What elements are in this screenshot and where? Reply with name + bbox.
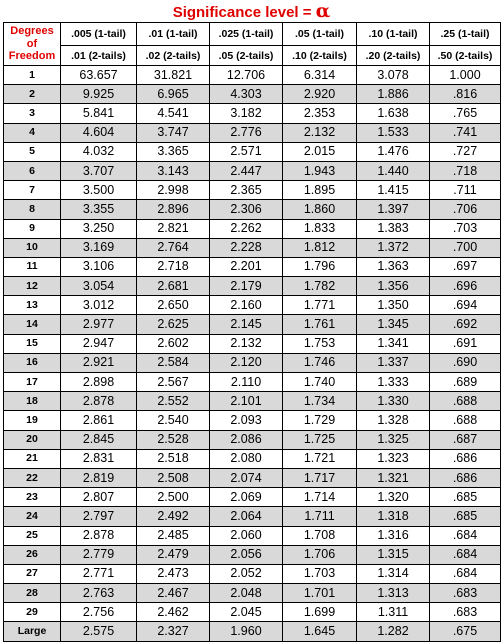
critical-value-cell: .816 bbox=[430, 85, 501, 104]
critical-value-cell: 2.074 bbox=[210, 468, 283, 487]
critical-value-cell: 2.485 bbox=[137, 526, 210, 545]
critical-value-cell: 2.306 bbox=[210, 200, 283, 219]
critical-value-cell: 1.330 bbox=[357, 392, 430, 411]
table-row bbox=[4, 277, 501, 296]
critical-value-cell: .685 bbox=[430, 488, 501, 507]
critical-value-cell: 2.467 bbox=[137, 584, 210, 603]
critical-value-cell: 1.337 bbox=[357, 353, 430, 372]
degrees-of-freedom-cell: 3 bbox=[4, 104, 61, 123]
one-tail-header: .10 (1-tail) bbox=[357, 23, 430, 46]
critical-value-cell: 1.314 bbox=[357, 564, 430, 583]
critical-value-cell: 2.845 bbox=[61, 430, 137, 449]
critical-value-cell: .687 bbox=[430, 430, 501, 449]
critical-value-cell: 2.160 bbox=[210, 296, 283, 315]
critical-value-cell: 1.313 bbox=[357, 584, 430, 603]
critical-value-cell: 1.356 bbox=[357, 277, 430, 296]
table-body bbox=[4, 66, 501, 642]
critical-value-cell: .690 bbox=[430, 353, 501, 372]
critical-value-cell: 2.101 bbox=[210, 392, 283, 411]
critical-value-cell: 1.706 bbox=[283, 545, 357, 564]
critical-value-cell: .697 bbox=[430, 257, 501, 276]
critical-value-cell: 2.819 bbox=[61, 468, 137, 487]
critical-value-cell: .684 bbox=[430, 526, 501, 545]
critical-value-cell: 3.500 bbox=[61, 181, 137, 200]
df-label-line2: of bbox=[26, 37, 38, 50]
degrees-of-freedom-cell: 9 bbox=[4, 219, 61, 238]
alpha-symbol: α bbox=[315, 0, 331, 22]
critical-value-cell: 1.325 bbox=[357, 430, 430, 449]
critical-value-cell: 2.179 bbox=[210, 277, 283, 296]
degrees-of-freedom-cell: 29 bbox=[4, 603, 61, 622]
critical-value-cell: 2.602 bbox=[137, 334, 210, 353]
critical-value-cell: 1.721 bbox=[283, 449, 357, 468]
critical-value-cell: 1.533 bbox=[357, 123, 430, 142]
critical-value-cell: 2.145 bbox=[210, 315, 283, 334]
critical-value-cell: 2.110 bbox=[210, 373, 283, 392]
critical-value-cell: .718 bbox=[430, 161, 501, 180]
critical-value-cell: 2.056 bbox=[210, 545, 283, 564]
degrees-of-freedom-cell: 25 bbox=[4, 526, 61, 545]
critical-value-cell: 1.440 bbox=[357, 161, 430, 180]
critical-value-cell: 2.920 bbox=[283, 85, 357, 104]
degrees-of-freedom-cell: 8 bbox=[4, 200, 61, 219]
critical-value-cell: .683 bbox=[430, 584, 501, 603]
degrees-of-freedom-cell: 1 bbox=[4, 66, 61, 85]
critical-value-cell: 2.921 bbox=[61, 353, 137, 372]
critical-value-cell: 2.567 bbox=[137, 373, 210, 392]
critical-value-cell: 2.500 bbox=[137, 488, 210, 507]
critical-value-cell: 1.318 bbox=[357, 507, 430, 526]
degrees-of-freedom-cell: 19 bbox=[4, 411, 61, 430]
critical-value-cell: 2.528 bbox=[137, 430, 210, 449]
critical-value-cell: 6.314 bbox=[283, 66, 357, 85]
critical-value-cell: 1.833 bbox=[283, 219, 357, 238]
table-row bbox=[4, 104, 501, 123]
critical-value-cell: .689 bbox=[430, 373, 501, 392]
critical-value-cell: 1.860 bbox=[283, 200, 357, 219]
degrees-of-freedom-cell: 26 bbox=[4, 545, 61, 564]
table-row bbox=[4, 85, 501, 104]
critical-value-cell: 1.711 bbox=[283, 507, 357, 526]
critical-value-cell: 2.479 bbox=[137, 545, 210, 564]
critical-value-cell: 2.052 bbox=[210, 564, 283, 583]
critical-value-cell: 5.841 bbox=[61, 104, 137, 123]
critical-value-cell: 2.681 bbox=[137, 277, 210, 296]
two-tails-header: .02 (2-tails) bbox=[137, 46, 210, 66]
table-row bbox=[4, 238, 501, 257]
critical-value-cell: 1.701 bbox=[283, 584, 357, 603]
t-distribution-table bbox=[3, 22, 501, 642]
critical-value-cell: 1.323 bbox=[357, 449, 430, 468]
degrees-of-freedom-cell: 28 bbox=[4, 584, 61, 603]
critical-value-cell: 2.771 bbox=[61, 564, 137, 583]
critical-value-cell: 1.638 bbox=[357, 104, 430, 123]
critical-value-cell: 2.473 bbox=[137, 564, 210, 583]
critical-value-cell: 1.753 bbox=[283, 334, 357, 353]
critical-value-cell: .685 bbox=[430, 507, 501, 526]
degrees-of-freedom-cell: 12 bbox=[4, 277, 61, 296]
degrees-of-freedom-cell: 13 bbox=[4, 296, 61, 315]
critical-value-cell: 2.508 bbox=[137, 468, 210, 487]
critical-value-cell: .688 bbox=[430, 411, 501, 430]
critical-value-cell: 3.355 bbox=[61, 200, 137, 219]
critical-value-cell: 2.201 bbox=[210, 257, 283, 276]
critical-value-cell: 3.707 bbox=[61, 161, 137, 180]
critical-value-cell: 4.541 bbox=[137, 104, 210, 123]
critical-value-cell: 2.898 bbox=[61, 373, 137, 392]
critical-value-cell: 2.353 bbox=[283, 104, 357, 123]
critical-value-cell: .700 bbox=[430, 238, 501, 257]
critical-value-cell: 1.372 bbox=[357, 238, 430, 257]
critical-value-cell: 2.518 bbox=[137, 449, 210, 468]
critical-value-cell: 2.763 bbox=[61, 584, 137, 603]
table-row bbox=[4, 315, 501, 334]
table-row bbox=[4, 564, 501, 583]
critical-value-cell: 1.812 bbox=[283, 238, 357, 257]
degrees-of-freedom-cell: 5 bbox=[4, 142, 61, 161]
table-row bbox=[4, 488, 501, 507]
degrees-of-freedom-cell: 23 bbox=[4, 488, 61, 507]
critical-value-cell: 1.699 bbox=[283, 603, 357, 622]
table-row bbox=[4, 584, 501, 603]
degrees-of-freedom-cell: 18 bbox=[4, 392, 61, 411]
two-tails-header: .01 (2-tails) bbox=[61, 46, 137, 66]
one-tail-header: .005 (1-tail) bbox=[61, 23, 137, 46]
two-tails-header: .10 (2-tails) bbox=[283, 46, 357, 66]
header-row-two-tails bbox=[4, 46, 501, 66]
critical-value-cell: 2.060 bbox=[210, 526, 283, 545]
table-row bbox=[4, 66, 501, 85]
critical-value-cell: 3.250 bbox=[61, 219, 137, 238]
table-row bbox=[4, 200, 501, 219]
critical-value-cell: 2.064 bbox=[210, 507, 283, 526]
critical-value-cell: 2.807 bbox=[61, 488, 137, 507]
critical-value-cell: 2.365 bbox=[210, 181, 283, 200]
critical-value-cell: 1.320 bbox=[357, 488, 430, 507]
critical-value-cell: 1.315 bbox=[357, 545, 430, 564]
critical-value-cell: 3.143 bbox=[137, 161, 210, 180]
table-row bbox=[4, 507, 501, 526]
title-text: Significance level = bbox=[172, 4, 316, 21]
critical-value-cell: 2.048 bbox=[210, 584, 283, 603]
critical-value-cell: 1.740 bbox=[283, 373, 357, 392]
df-label-line3: Freedom bbox=[8, 50, 56, 63]
critical-value-cell: 1.895 bbox=[283, 181, 357, 200]
critical-value-cell: 3.365 bbox=[137, 142, 210, 161]
critical-value-cell: 2.831 bbox=[61, 449, 137, 468]
critical-value-cell: .727 bbox=[430, 142, 501, 161]
critical-value-cell: 1.886 bbox=[357, 85, 430, 104]
table-row bbox=[4, 257, 501, 276]
two-tails-header: .20 (2-tails) bbox=[357, 46, 430, 66]
degrees-of-freedom-cell: 2 bbox=[4, 85, 61, 104]
critical-value-cell: 2.086 bbox=[210, 430, 283, 449]
critical-value-cell: .703 bbox=[430, 219, 501, 238]
critical-value-cell: 2.132 bbox=[210, 334, 283, 353]
critical-value-cell: 2.540 bbox=[137, 411, 210, 430]
one-tail-header: .01 (1-tail) bbox=[137, 23, 210, 46]
table-row bbox=[4, 603, 501, 622]
critical-value-cell: 2.650 bbox=[137, 296, 210, 315]
critical-value-cell: 1.311 bbox=[357, 603, 430, 622]
critical-value-cell: 4.303 bbox=[210, 85, 283, 104]
critical-value-cell: 1.383 bbox=[357, 219, 430, 238]
degrees-of-freedom-cell: Large bbox=[4, 622, 61, 641]
critical-value-cell: 3.054 bbox=[61, 277, 137, 296]
critical-value-cell: 9.925 bbox=[61, 85, 137, 104]
table-row bbox=[4, 526, 501, 545]
critical-value-cell: 2.262 bbox=[210, 219, 283, 238]
critical-value-cell: 1.703 bbox=[283, 564, 357, 583]
one-tail-header: .025 (1-tail) bbox=[210, 23, 283, 46]
critical-value-cell: 1.000 bbox=[430, 66, 501, 85]
table-row bbox=[4, 353, 501, 372]
critical-value-cell: .741 bbox=[430, 123, 501, 142]
degrees-of-freedom-cell: 10 bbox=[4, 238, 61, 257]
critical-value-cell: 1.796 bbox=[283, 257, 357, 276]
critical-value-cell: .686 bbox=[430, 468, 501, 487]
critical-value-cell: 3.169 bbox=[61, 238, 137, 257]
critical-value-cell: .684 bbox=[430, 564, 501, 583]
degrees-of-freedom-cell: 15 bbox=[4, 334, 61, 353]
critical-value-cell: 63.657 bbox=[61, 66, 137, 85]
critical-value-cell: .686 bbox=[430, 449, 501, 468]
critical-value-cell: 1.729 bbox=[283, 411, 357, 430]
critical-value-cell: 2.625 bbox=[137, 315, 210, 334]
critical-value-cell: .683 bbox=[430, 603, 501, 622]
critical-value-cell: 1.282 bbox=[357, 622, 430, 641]
critical-value-cell: .675 bbox=[430, 622, 501, 641]
critical-value-cell: 1.345 bbox=[357, 315, 430, 334]
critical-value-cell: 3.012 bbox=[61, 296, 137, 315]
critical-value-cell: 2.575 bbox=[61, 622, 137, 641]
critical-value-cell: .692 bbox=[430, 315, 501, 334]
critical-value-cell: 2.447 bbox=[210, 161, 283, 180]
one-tail-header: .05 (1-tail) bbox=[283, 23, 357, 46]
table-row bbox=[4, 545, 501, 564]
critical-value-cell: 3.182 bbox=[210, 104, 283, 123]
critical-value-cell: .694 bbox=[430, 296, 501, 315]
critical-value-cell: 1.960 bbox=[210, 622, 283, 641]
critical-value-cell: 2.756 bbox=[61, 603, 137, 622]
critical-value-cell: 1.316 bbox=[357, 526, 430, 545]
critical-value-cell: 1.341 bbox=[357, 334, 430, 353]
degrees-of-freedom-header bbox=[4, 23, 61, 66]
critical-value-cell: .706 bbox=[430, 200, 501, 219]
critical-value-cell: 2.797 bbox=[61, 507, 137, 526]
degrees-of-freedom-cell: 21 bbox=[4, 449, 61, 468]
critical-value-cell: 1.771 bbox=[283, 296, 357, 315]
critical-value-cell: .765 bbox=[430, 104, 501, 123]
table-row bbox=[4, 392, 501, 411]
critical-value-cell: 31.821 bbox=[137, 66, 210, 85]
table-row bbox=[4, 181, 501, 200]
critical-value-cell: 1.734 bbox=[283, 392, 357, 411]
critical-value-cell: 2.718 bbox=[137, 257, 210, 276]
critical-value-cell: 1.708 bbox=[283, 526, 357, 545]
header-row-one-tail bbox=[4, 23, 501, 46]
degrees-of-freedom-cell: 24 bbox=[4, 507, 61, 526]
critical-value-cell: 4.604 bbox=[61, 123, 137, 142]
critical-value-cell: 1.645 bbox=[283, 622, 357, 641]
critical-value-cell: 2.228 bbox=[210, 238, 283, 257]
degrees-of-freedom-cell: 14 bbox=[4, 315, 61, 334]
table-row bbox=[4, 219, 501, 238]
critical-value-cell: 1.782 bbox=[283, 277, 357, 296]
critical-value-cell: 2.821 bbox=[137, 219, 210, 238]
critical-value-cell: .696 bbox=[430, 277, 501, 296]
critical-value-cell: 2.947 bbox=[61, 334, 137, 353]
table-row bbox=[4, 430, 501, 449]
critical-value-cell: 2.776 bbox=[210, 123, 283, 142]
table-row bbox=[4, 411, 501, 430]
critical-value-cell: 2.998 bbox=[137, 181, 210, 200]
critical-value-cell: 2.571 bbox=[210, 142, 283, 161]
critical-value-cell: 1.725 bbox=[283, 430, 357, 449]
critical-value-cell: 1.397 bbox=[357, 200, 430, 219]
critical-value-cell: 2.093 bbox=[210, 411, 283, 430]
degrees-of-freedom-cell: 16 bbox=[4, 353, 61, 372]
critical-value-cell: 2.552 bbox=[137, 392, 210, 411]
critical-value-cell: 2.069 bbox=[210, 488, 283, 507]
critical-value-cell: 12.706 bbox=[210, 66, 283, 85]
degrees-of-freedom-cell: 11 bbox=[4, 257, 61, 276]
critical-value-cell: 2.015 bbox=[283, 142, 357, 161]
critical-value-cell: 1.746 bbox=[283, 353, 357, 372]
degrees-of-freedom-cell: 20 bbox=[4, 430, 61, 449]
critical-value-cell: 1.328 bbox=[357, 411, 430, 430]
critical-value-cell: .688 bbox=[430, 392, 501, 411]
table-row bbox=[4, 161, 501, 180]
critical-value-cell: 2.764 bbox=[137, 238, 210, 257]
table-row bbox=[4, 296, 501, 315]
two-tails-header: .05 (2-tails) bbox=[210, 46, 283, 66]
table-row bbox=[4, 123, 501, 142]
critical-value-cell: 2.878 bbox=[61, 392, 137, 411]
critical-value-cell: 1.415 bbox=[357, 181, 430, 200]
df-label-line1: Degrees bbox=[10, 25, 54, 38]
critical-value-cell: 1.761 bbox=[283, 315, 357, 334]
degrees-of-freedom-cell: 27 bbox=[4, 564, 61, 583]
critical-value-cell: .711 bbox=[430, 181, 501, 200]
critical-value-cell: 1.350 bbox=[357, 296, 430, 315]
table-row bbox=[4, 334, 501, 353]
degrees-of-freedom-cell: 7 bbox=[4, 181, 61, 200]
table-row bbox=[4, 373, 501, 392]
critical-value-cell: 2.327 bbox=[137, 622, 210, 641]
critical-value-cell: 2.977 bbox=[61, 315, 137, 334]
table-row bbox=[4, 468, 501, 487]
table-row bbox=[4, 142, 501, 161]
degrees-of-freedom-cell: 17 bbox=[4, 373, 61, 392]
critical-value-cell: 2.861 bbox=[61, 411, 137, 430]
critical-value-cell: 2.896 bbox=[137, 200, 210, 219]
critical-value-cell: 2.132 bbox=[283, 123, 357, 142]
critical-value-cell: 2.584 bbox=[137, 353, 210, 372]
degrees-of-freedom-cell: 22 bbox=[4, 468, 61, 487]
critical-value-cell: 1.717 bbox=[283, 468, 357, 487]
table-row bbox=[4, 622, 501, 641]
critical-value-cell: 1.363 bbox=[357, 257, 430, 276]
critical-value-cell: 3.747 bbox=[137, 123, 210, 142]
critical-value-cell: 6.965 bbox=[137, 85, 210, 104]
critical-value-cell: .684 bbox=[430, 545, 501, 564]
critical-value-cell: 4.032 bbox=[61, 142, 137, 161]
degrees-of-freedom-cell: 4 bbox=[4, 123, 61, 142]
critical-value-cell: 3.078 bbox=[357, 66, 430, 85]
critical-value-cell: 1.321 bbox=[357, 468, 430, 487]
degrees-of-freedom-cell: 6 bbox=[4, 161, 61, 180]
two-tails-header: .50 (2-tails) bbox=[430, 46, 501, 66]
one-tail-header: .25 (1-tail) bbox=[430, 23, 501, 46]
critical-value-cell: 2.878 bbox=[61, 526, 137, 545]
critical-value-cell: 2.120 bbox=[210, 353, 283, 372]
table-row bbox=[4, 449, 501, 468]
critical-value-cell: 1.943 bbox=[283, 161, 357, 180]
critical-value-cell: 3.106 bbox=[61, 257, 137, 276]
page-title bbox=[0, 0, 503, 22]
critical-value-cell: 2.080 bbox=[210, 449, 283, 468]
critical-value-cell: .691 bbox=[430, 334, 501, 353]
critical-value-cell: 2.045 bbox=[210, 603, 283, 622]
critical-value-cell: 2.492 bbox=[137, 507, 210, 526]
critical-value-cell: 1.333 bbox=[357, 373, 430, 392]
critical-value-cell: 1.714 bbox=[283, 488, 357, 507]
critical-value-cell: 2.779 bbox=[61, 545, 137, 564]
critical-value-cell: 2.462 bbox=[137, 603, 210, 622]
critical-value-cell: 1.476 bbox=[357, 142, 430, 161]
